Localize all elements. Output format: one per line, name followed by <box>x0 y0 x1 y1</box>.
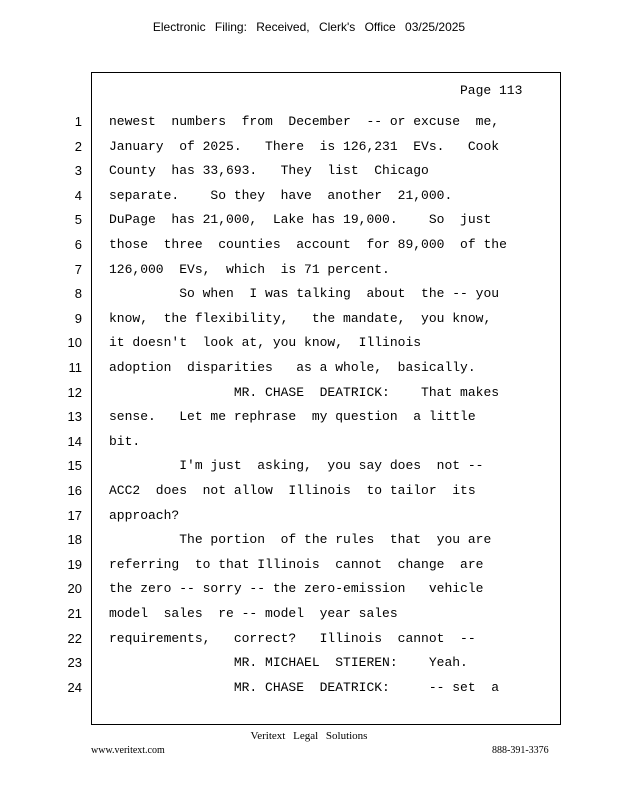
transcript-line: So when I was talking about the -- you <box>109 286 500 301</box>
line-number: 8 <box>74 286 82 301</box>
transcript-line: the zero -- sorry -- the zero-emission vehicle <box>109 581 484 596</box>
transcript-line: ACC2 does not allow Illinois to tailor its <box>109 483 476 498</box>
transcript-line: January of 2025. There is 126,231 EVs. Cook <box>109 139 500 154</box>
line-number: 2 <box>74 139 82 154</box>
transcript-line: know, the flexibility, the mandate, you know, <box>109 311 492 326</box>
transcript-line: MR. MICHAEL STIEREN: Yeah. <box>109 655 468 670</box>
line-number: 21 <box>67 606 82 621</box>
line-number: 13 <box>67 409 82 424</box>
transcript-line: model sales re -- model year sales <box>109 606 398 621</box>
transcript-line: The portion of the rules that you are <box>109 532 492 547</box>
transcript-line: sense. Let me rephrase my question a little <box>109 409 476 424</box>
line-number: 14 <box>67 434 82 449</box>
line-number: 12 <box>67 385 82 400</box>
line-number: 19 <box>67 557 82 572</box>
transcript-line: 126,000 EVs, which is 71 percent. <box>109 262 390 277</box>
transcript-line: bit. <box>109 434 141 449</box>
transcript-line: requirements, correct? Illinois cannot -- <box>109 631 476 646</box>
line-number: 6 <box>74 237 82 252</box>
transcript-line: those three counties account for 89,000 of the <box>109 237 507 252</box>
filing-header: Electronic Filing: Received, Clerk's Office 03/25/2025 <box>152 20 466 34</box>
transcript-line: MR. CHASE DEATRICK: That makes <box>109 385 500 400</box>
line-number: 9 <box>74 311 82 326</box>
transcript-line: it doesn't look at, you know, Illinois <box>109 335 422 350</box>
footer-website: www.veritext.com <box>91 745 165 756</box>
transcript-line: adoption disparities as a whole, basically. <box>109 360 476 375</box>
line-number: 23 <box>67 655 82 670</box>
transcript-line: referring to that Illinois cannot change are <box>109 557 484 572</box>
transcript-line: DuPage has 21,000, Lake has 19,000. So just <box>109 212 492 227</box>
line-number: 5 <box>74 212 82 227</box>
line-number: 22 <box>67 631 82 646</box>
line-number: 17 <box>67 508 82 523</box>
transcript-line: approach? <box>109 508 180 523</box>
line-number: 7 <box>74 262 82 277</box>
transcript-line: MR. CHASE DEATRICK: -- set a <box>109 680 500 695</box>
transcript-line: separate. So they have another 21,000. <box>109 188 453 203</box>
page-number: Page 113 <box>460 83 523 98</box>
line-number: 16 <box>67 483 82 498</box>
line-number: 3 <box>74 163 82 178</box>
line-number: 18 <box>67 532 82 547</box>
transcript-line: County has 33,693. They list Chicago <box>109 163 429 178</box>
line-number: 1 <box>74 114 82 129</box>
line-number: 20 <box>67 581 82 596</box>
transcript-line: I'm just asking, you say does not -- <box>109 458 484 473</box>
line-number: 15 <box>67 458 82 473</box>
line-number: 24 <box>67 680 82 695</box>
transcript-line: newest numbers from December -- or excuse me, <box>109 114 500 129</box>
line-number: 4 <box>74 188 82 203</box>
line-number: 10 <box>67 335 82 350</box>
line-number: 11 <box>68 360 82 375</box>
footer-phone: 888-391-3376 <box>492 745 549 756</box>
footer-company: Veritext Legal Solutions <box>250 730 368 742</box>
